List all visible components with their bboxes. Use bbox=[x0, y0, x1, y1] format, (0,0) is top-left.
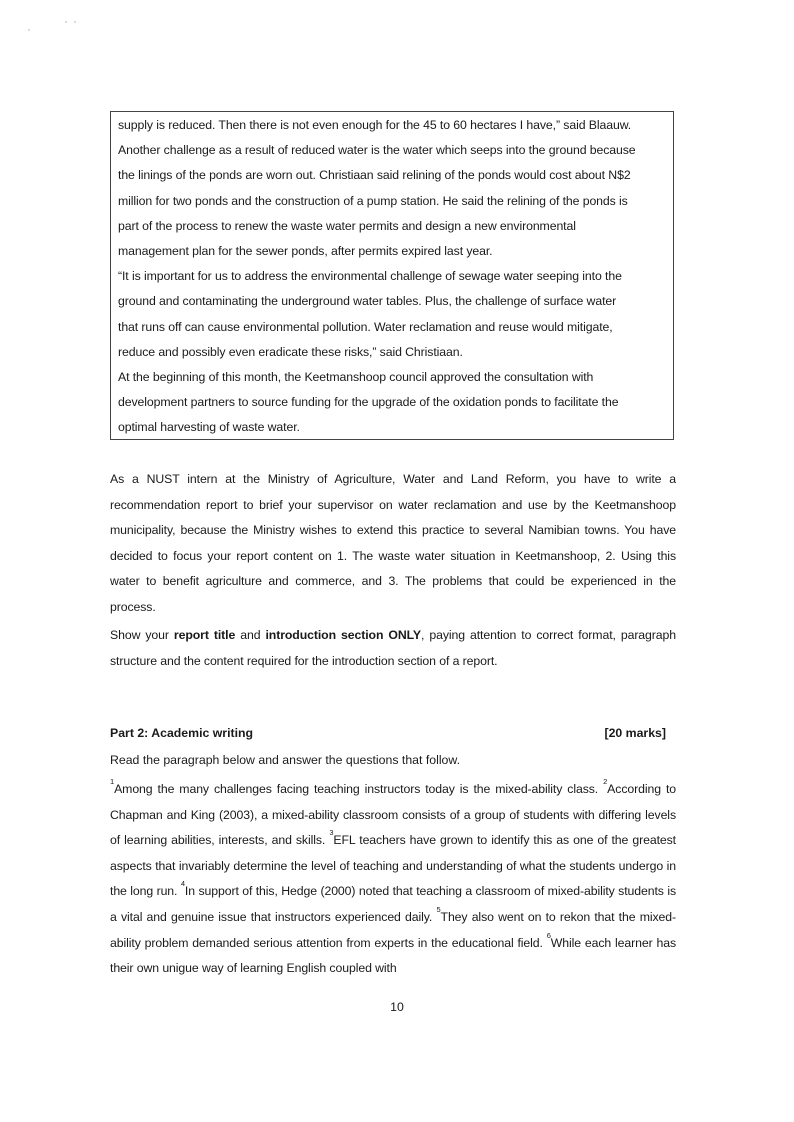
section-marks: [20 marks] bbox=[604, 726, 666, 740]
task-scenario-text: As a NUST intern at the Ministry of Agriculture, Water and Land Reform, you have to write a recommendation report to brief your supervisor on water reclamation and use by the Keetmanshoop municipality, because the Ministry wishes to extend this practice to several Namibian towns. You have decided to focus your report content on 1. The waste water situation in Keetmanshoop, 2. Using this water to benefit agriculture and commerce, and 3. The problems that could be experienced in the process. bbox=[110, 472, 676, 614]
sentence-number: 6 bbox=[546, 930, 551, 940]
sentence: They also went on to rekon that the mixed-ability problem demanded serious attention from experts in the educational field. bbox=[110, 909, 677, 950]
instruction-emphasis: report title bbox=[173, 628, 236, 642]
numbered-paragraph bbox=[110, 777, 676, 982]
scan-speck bbox=[28, 29, 30, 31]
article-excerpt-box bbox=[110, 111, 674, 440]
excerpt-line: supply is reduced. Then there is not even enough for the 45 to 60 hectares I have,” said Blaauw. bbox=[118, 118, 632, 132]
sentence-number: 5 bbox=[436, 904, 441, 914]
excerpt-line: At the beginning of this month, the Keetmanshoop council approved the consultation with bbox=[118, 370, 594, 385]
sentence-number: 4 bbox=[180, 879, 185, 889]
sentence: While each learner has their own unigue way of learning English coupled with bbox=[110, 935, 676, 976]
sentence-number: 1 bbox=[110, 777, 115, 786]
excerpt-line: that runs off can cause environmental pollution. Water reclamation and reuse would mitigate, bbox=[118, 319, 613, 334]
excerpt-line: “It is important for us to address the environmental challenge of sewage water seeping into the bbox=[118, 269, 622, 284]
excerpt-line: reduce and possibly even eradicate these risks,” said Christiaan. bbox=[118, 344, 463, 359]
section-title: Part 2: Academic writing bbox=[110, 726, 254, 740]
task-scenario bbox=[110, 467, 676, 621]
instruction-text: and bbox=[235, 628, 266, 642]
sentence: In support of this, Hedge (2000) noted that teaching a classroom of mixed-ability students is a vital and genuine issue that instructors experienced daily. bbox=[110, 884, 677, 924]
excerpt-line: million for two ponds and the construction of a pump station. He said the relining of the ponds is bbox=[118, 193, 628, 208]
task-instruction-text bbox=[110, 623, 676, 674]
instruction-text: Show your bbox=[110, 628, 174, 642]
excerpt-line: optimal harvesting of waste water. bbox=[118, 420, 300, 435]
scan-speck bbox=[74, 21, 76, 23]
excerpt-line: the linings of the ponds are worn out. Christiaan said relining of the ponds would cost about N$2 bbox=[118, 168, 631, 183]
scan-speck bbox=[65, 21, 67, 23]
instruction-emphasis: introduction section ONLY bbox=[265, 628, 422, 642]
paragraph-text bbox=[110, 777, 676, 982]
excerpt-line: development partners to source funding for the upgrade of the oxidation ponds to facilitate the bbox=[118, 395, 619, 410]
instruction-text: , paying attention to correct format, paragraph structure and the content required for the introduction section of a report. bbox=[110, 628, 676, 668]
task-instruction bbox=[110, 623, 676, 674]
sentence-number: 3 bbox=[329, 828, 334, 838]
section-heading bbox=[110, 726, 666, 740]
page-number: 10 bbox=[390, 1000, 404, 1014]
excerpt-line: part of the process to renew the waste water permits and design a new environmental bbox=[118, 218, 576, 233]
sentence: EFL teachers have grown to identify this as one of the greatest aspects that invariably determine the level of teaching and understanding of what the students undergo in the long run. bbox=[110, 833, 676, 899]
excerpt-line: ground and contaminating the underground water tables. Plus, the challenge of surface water bbox=[118, 294, 617, 309]
excerpt-line: management plan for the sewer ponds, after permits expired last year. bbox=[118, 244, 493, 259]
excerpt-line: Another challenge as a result of reduced water is the water which seeps into the ground because bbox=[118, 143, 636, 158]
sentence: According to Chapman and King (2003), a mixed-ability classroom consists of a group of students with differing levels of learning abilities, interests, and skills. bbox=[110, 782, 676, 848]
sentence: Among the many challenges facing teaching instructors today is the mixed-ability class. bbox=[114, 782, 604, 796]
read-instruction: Read the paragraph below and answer the questions that follow. bbox=[110, 753, 461, 767]
sentence-number: 2 bbox=[603, 777, 608, 786]
